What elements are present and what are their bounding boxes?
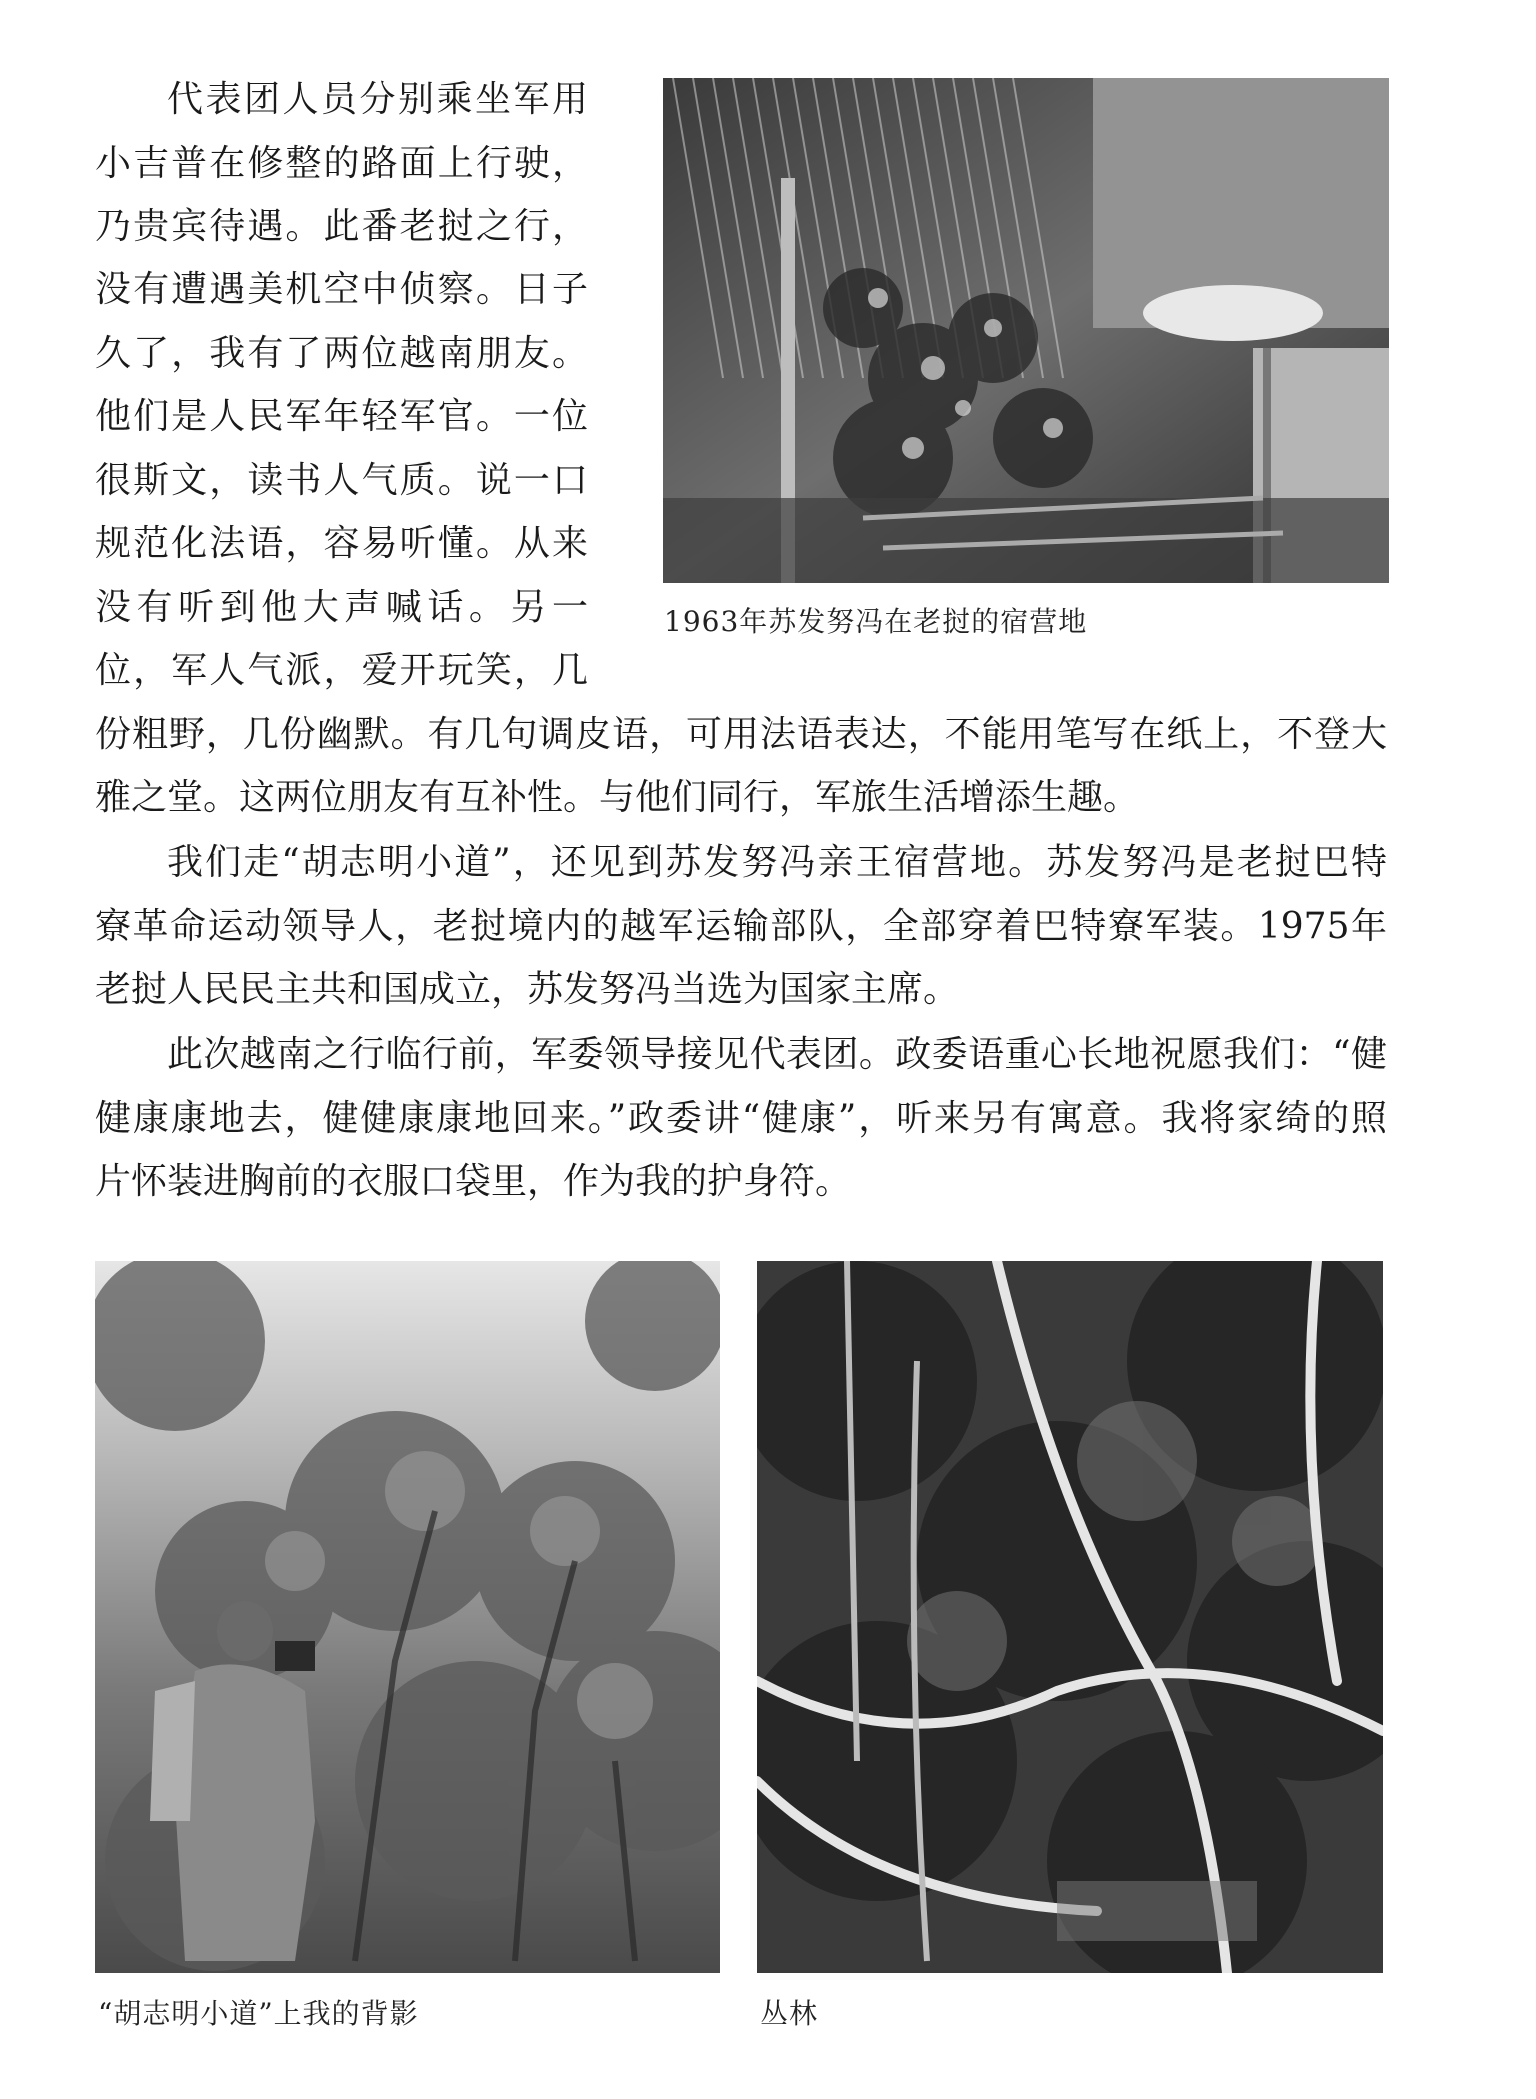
text-line: 没有听到他大声喊话。另一 xyxy=(95,587,588,628)
text-line: 久了，我有了两位越南朋友。 xyxy=(95,333,588,374)
jungle-photo xyxy=(757,1261,1383,1973)
camp-photo-caption: 1963年苏发努冯在老挝的宿营地 xyxy=(664,605,1088,638)
text-line: 片怀装进胸前的衣服口袋里，作为我的护身符。 xyxy=(95,1161,852,1202)
text-line: 雅之堂。这两位朋友有互补性。与他们同行，军旅生活增添生趣。 xyxy=(95,777,1140,818)
text-line: 健康康地去，健健康康地回来。”政委讲“健康”，听来另有寓意。我将家绮的照 xyxy=(95,1098,1387,1139)
text-line: 寮革命运动领导人，老挝境内的越军运输部队，全部穿着巴特寮军装。1975年 xyxy=(95,906,1387,947)
jungle-photo-caption: 丛林 xyxy=(760,1997,819,2030)
trail-photo-image xyxy=(95,1261,720,1973)
text-line: 很斯文，读书人气质。说一口 xyxy=(95,460,588,501)
jungle-photo-image xyxy=(757,1261,1383,1973)
text-line: 规范化法语，容易听懂。从来 xyxy=(95,523,588,564)
text-line: 份粗野，几份幽默。有几句调皮语，可用法语表达，不能用笔写在纸上，不登大 xyxy=(95,714,1387,755)
text-line: 没有遭遇美机空中侦察。日子 xyxy=(95,269,588,310)
camp-photo xyxy=(663,78,1389,583)
trail-photo xyxy=(95,1261,720,1973)
trail-photo-caption: “胡志明小道”上我的背影 xyxy=(98,1997,419,2030)
text-line: 代表团人员分别乘坐军用 xyxy=(167,79,588,120)
text-line: 此次越南之行临行前，军委领导接见代表团。政委语重心长地祝愿我们：“健 xyxy=(167,1034,1387,1075)
text-line: 老挝人民民主共和国成立，苏发努冯当选为国家主席。 xyxy=(95,969,960,1010)
text-line: 他们是人民军年轻军官。一位 xyxy=(95,396,588,437)
text-line: 乃贵宾待遇。此番老挝之行， xyxy=(95,206,588,247)
camp-photo-image xyxy=(663,78,1389,583)
text-line: 我们走“胡志明小道”，还见到苏发努冯亲王宿营地。苏发努冯是老挝巴特 xyxy=(167,842,1387,883)
text-line: 小吉普在修整的路面上行驶， xyxy=(95,143,588,184)
text-line: 位，军人气派，爱开玩笑，几 xyxy=(95,650,588,691)
